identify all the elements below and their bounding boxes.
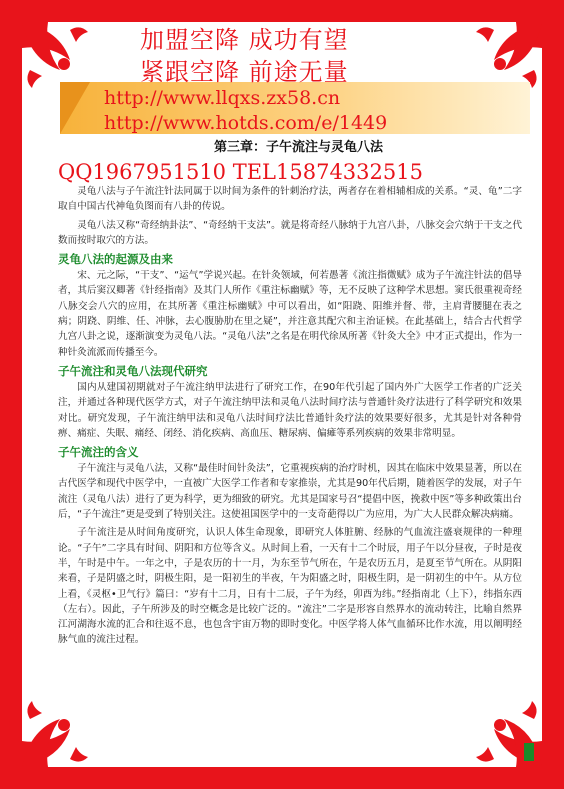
section-heading-origin: 灵龟八法的起源及由来 bbox=[58, 252, 173, 267]
article-body bbox=[58, 184, 522, 651]
origin-paragraph: 宋、元之际，“干支”、“运气”学说兴起。在针灸领域，何若愚著《流注指微赋》成为子午流注针法的倡导者，其后窦汉卿著《针经指南》及其门人所作《重注标幽赋》等，无不反映了这种学术思想。窦氏很重视奇经八脉交会八穴的应用，在其所著《重注标幽赋》中可以看出，如“阳跷、阳维并督、带，主肩背腰腿在表之病；阴跷、阴维、任、冲脉，去心腹胁肋在里之疑”，并注意其配穴和主治证候。在此基础上，结合古代哲学九宫八卦之说，逐渐演变为灵龟八法。“灵龟八法”之名是在明代徐凤所著《针灸大全》中才正式提出，作为一种针灸流派而传播至今。 bbox=[58, 270, 522, 358]
intro-paragraph-1: 灵龟八法与子午流注针法同属于以时间为条件的针刺治疗法，两者存在着相辅相成的关系。“灵、龟”二字取自中国古代神龟负图而有八卦的传说。 bbox=[58, 186, 522, 213]
page-marker bbox=[524, 743, 534, 761]
section-heading-modern-research: 子午流注和灵龟八法现代研究 bbox=[58, 363, 208, 378]
chapter-banner-tip bbox=[60, 82, 90, 134]
ad-url-2[interactable]: http://www.hotds.com/e/1449 bbox=[104, 112, 388, 134]
chapter-title: 第三章：子午流注与灵龟八法 bbox=[214, 140, 384, 155]
meaning-paragraph-1: 子午流注与灵龟八法，又称“最佳时间针灸法”，它重视疾病的治疗时机，因其在临床中效果显著，所以在古代医学和现代中医学中，一直被广大医学工作者和专家推崇，尤其是90年代后期，随着医学的发展，对子午流注（灵龟八法）进行了更为科学，更为细致的研究。尤其是国家号召“提倡中医，挽救中医”等多种政策出台后，“子午流注”更是受到了特别关注。这使祖国医学中的一支奇葩得以广为应用，为广大人民群众解决病痛。 bbox=[58, 463, 522, 521]
section-heading-meaning: 子午流注的含义 bbox=[58, 445, 139, 460]
corner-ornament-bottom-left bbox=[0, 669, 120, 789]
modern-research-paragraph: 国内从建国初期就对子午流注纳甲法进行了研究工作，在90年代引起了国内外广大医学工作者的广泛关注，并通过各种现代医学方式，对子午流注纳甲法和灵龟八法时间疗法与普通针灸疗法进行了科学研究和效果对比。研究发现，子午流注纳甲法和灵龟八法时间疗法比普通针灸疗法的效果要好很多，尤其是针对各种骨痹、痛症、失眠、痛经、闭经、消化疾病、高血压、糖尿病、偏瘫等系列疾病的效果非常明显。 bbox=[58, 381, 522, 439]
meaning-paragraph-2: 子午流注是从时间角度研究，认识人体生命现象，即研究人体脏腑、经脉的气血流注盛衰规律的一种理论。“子午”二字具有时间、阴阳和方位等含义。从时间上看，一天有十二个时辰，用子午以分昼夜，子时是夜半，午时是中午。一年之中，子是农历的十一月，为东至节气所在，午是农历五月，是夏至节气所在。从阴阳来看，子是阴盛之时，阴极生阳，是一阳初生的半夜，午为阳盛之时，阳极生阴，是一阴初生的中午。从方位上看，《灵枢•卫气行》篇曰：“岁有十二月，日有十二辰，子午为经，卯酉为纬。”经指南北（上下），纬指东西（左右）。因此，子午所涉及的时空概念是比较广泛的。“流注”二字是形容自然界水的流动转注，比喻自然界江河湖海水流的汇合和往返不息，也包含宇宙万物的即时变化。中医学将人体气血循环比作水流，用以阐明经脉气血的流注过程。 bbox=[58, 527, 522, 646]
ad-slogan-1: 加盟空降 成功有望 bbox=[140, 26, 349, 54]
ad-url-1[interactable]: http://www.llqxs.zx58.cn bbox=[104, 87, 341, 109]
ad-slogan-2: 紧跟空降 前途无量 bbox=[140, 58, 349, 86]
ad-contact: QQ1967951510 TEL15874332515 bbox=[58, 160, 423, 184]
intro-paragraph-2: 灵龟八法又称“奇经纳卦法”、“奇经纳干支法”。就是将奇经八脉纳于九宫八卦，八脉交会穴纳于干支之代数而按时取穴的方法。 bbox=[58, 219, 522, 246]
corner-ornament-bottom-right bbox=[444, 669, 564, 789]
